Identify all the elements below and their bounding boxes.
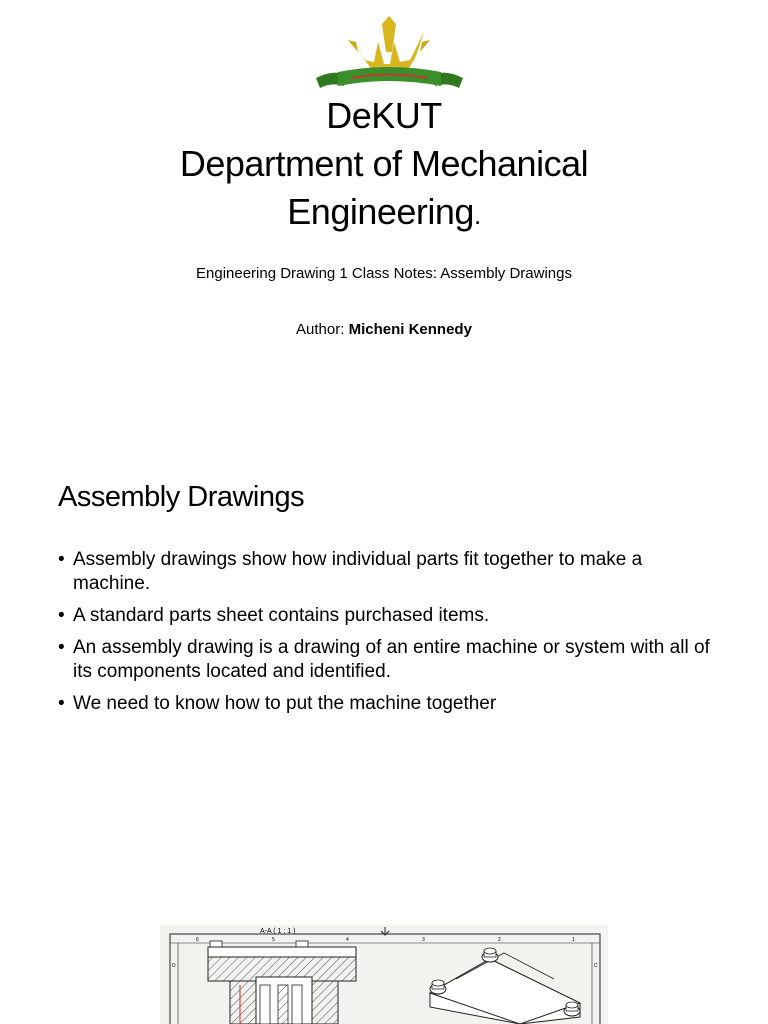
border-number: 3 bbox=[422, 937, 425, 943]
list-item bbox=[58, 636, 718, 684]
border-number: 1 bbox=[572, 937, 575, 943]
bullet-dot: • bbox=[58, 549, 65, 570]
bullet-dot: • bbox=[58, 605, 65, 626]
bullet-dot: • bbox=[58, 693, 65, 714]
bullet-list bbox=[58, 548, 718, 724]
list-item bbox=[58, 548, 718, 596]
dekut-logo-icon bbox=[312, 12, 467, 98]
bullet-text: An assembly drawing is a drawing of an entire machine or system with all of its components located and identified. bbox=[73, 637, 710, 682]
bullet-text: We need to know how to put the machine together bbox=[73, 693, 497, 714]
title-period: . bbox=[473, 200, 481, 230]
list-item bbox=[58, 692, 718, 716]
title-line-dekut: DeKUT bbox=[326, 95, 442, 136]
title-engineering-text: Engineering bbox=[287, 191, 474, 232]
border-letter: C bbox=[594, 963, 598, 969]
page-title bbox=[0, 92, 768, 239]
bullet-text: A standard parts sheet contains purchased items. bbox=[73, 605, 490, 626]
title-line-department: Department of Mechanical bbox=[179, 143, 589, 184]
author-label: Author: bbox=[296, 321, 349, 338]
section-heading: Assembly Drawings bbox=[58, 481, 305, 513]
author-line bbox=[0, 320, 768, 340]
bullet-text: Assembly drawings show how individual parts fit together to make a machine. bbox=[73, 549, 643, 594]
author-name: Micheni Kennedy bbox=[348, 321, 472, 338]
assembly-drawing-image bbox=[160, 925, 608, 1024]
border-number: 4 bbox=[346, 937, 349, 943]
border-number: 2 bbox=[498, 937, 501, 943]
border-letter: D bbox=[172, 963, 176, 969]
bullet-dot: • bbox=[58, 637, 65, 658]
section-label: A-A ( 1 : 1 ) bbox=[260, 928, 296, 935]
list-item bbox=[58, 604, 718, 628]
subtitle: Engineering Drawing 1 Class Notes: Assembly Drawings bbox=[196, 265, 572, 282]
title-line-engineering bbox=[0, 188, 768, 239]
border-number: 5 bbox=[272, 937, 275, 943]
border-number: 6 bbox=[196, 937, 199, 943]
